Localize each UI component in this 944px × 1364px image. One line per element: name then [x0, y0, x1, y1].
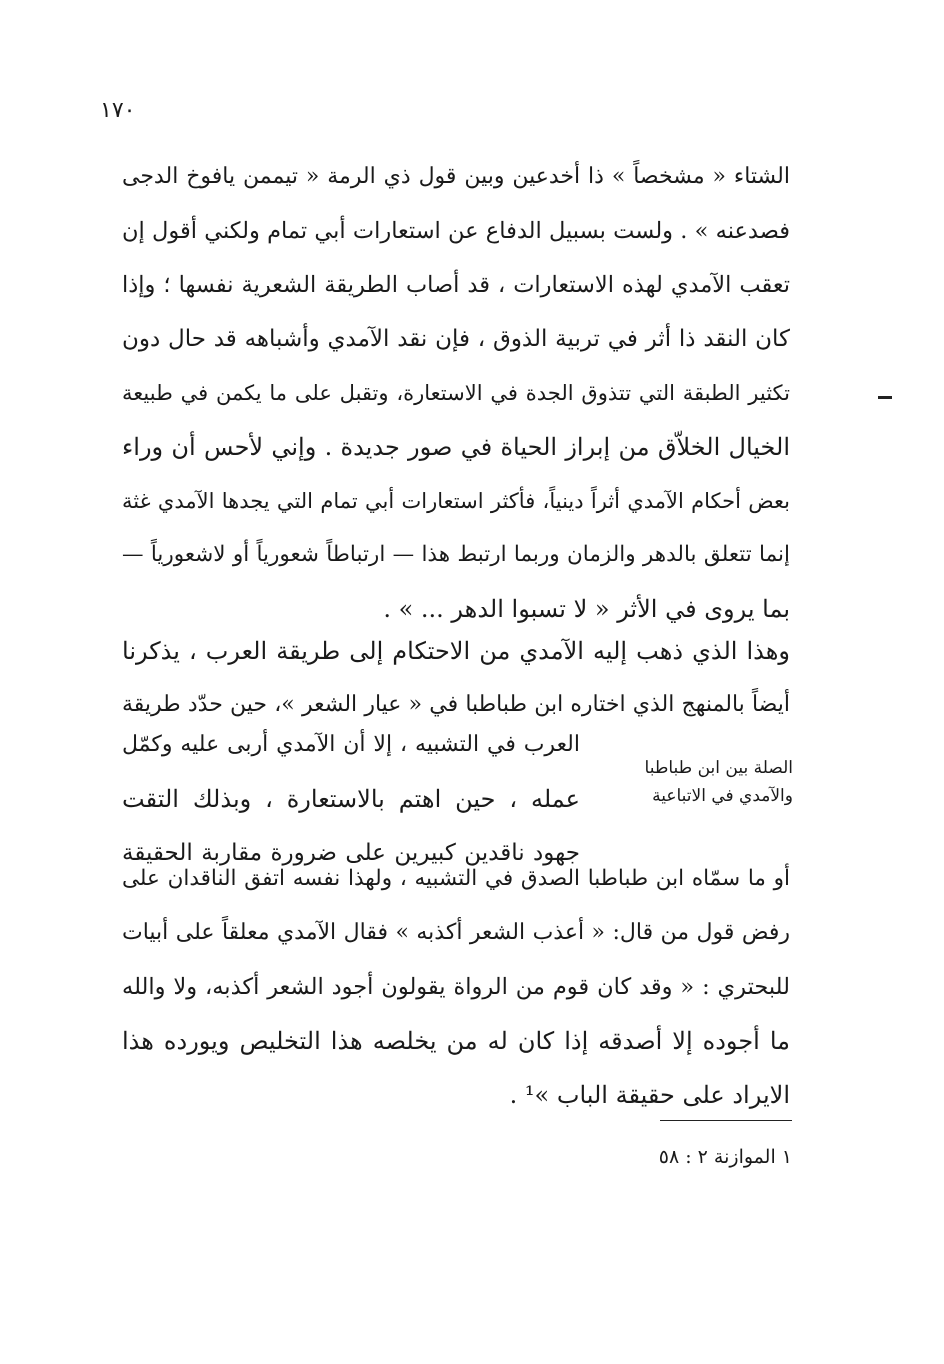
text-line: أيضاً بالمنهج الذي اختاره ابن طباطبا في « عيار الشعر »، حين حدّد طريقة [122, 692, 790, 717]
text-line: عمله ، حين اهتم بالاستعارة ، وبذلك التقت [122, 785, 580, 813]
paragraph-3 [122, 852, 790, 1122]
text-line: أو ما سمّاه ابن طباطبا الصدق في التشبيه ، ولهذا نفسه اتفق الناقدان على [122, 866, 790, 891]
text-line: للبحتري : « وقد كان قوم من الرواة يقولون أجود الشعر أكذبه، ولا والله [122, 974, 790, 1000]
paragraph-2 [122, 624, 790, 732]
text-line: وهذا الذي ذهب إليه الآمدي من الاحتكام إلى طريقة العرب ، يذكرنا [122, 637, 790, 665]
page-number: ١٧٠ [100, 98, 136, 123]
text-line: جهود ناقدين كبيرين على ضرورة مقاربة الحقيقة [122, 840, 580, 866]
margin-note-line: والآمدي في الاتباعية [652, 786, 793, 806]
footnote: ١ الموازنة ٢ : ٥٨ [658, 1146, 792, 1168]
text-line: فصدعنه » . ولست بسبيل الدفاع عن استعارات أبي تمام ولكني أقول إن [122, 218, 790, 244]
text-line: الايراد على حقيقة الباب »¹ . [509, 1081, 790, 1109]
text-line: الشتاء « مشخصاً » ذا أخدعين وبين قول ذي الرمة « تيممن يافوخ الدجى [122, 164, 790, 189]
text-line: تعقب الآمدي لهذه الاستعارات ، قد أصاب الطريقة الشعرية نفسها ؛ وإذا [122, 272, 790, 298]
text-line: إنما تتعلق بالدهر والزمان وربما ارتبط هذا — ارتباطاً شعورياً أو لاشعورياً — [122, 542, 790, 567]
text-line: رفض قول من قال: « أعذب الشعر أكذبه » فقال الآمدي معلقاً على أبيات [122, 920, 790, 945]
text-line: العرب في التشبيه ، إلا أن الآمدي أربى عليه وكمّل [122, 732, 580, 757]
text-line: بعض أحكام الآمدي أثراً دينياً، فأكثر استعارات أبي تمام التي يجدها الآمدي غثة [122, 489, 790, 513]
text-line: ما أجوده إلا أصدقه إذا كان له من يخلصه هذا التخليص ويورده هذا [122, 1027, 790, 1055]
footnote-divider [660, 1120, 792, 1121]
paragraph-1 [122, 150, 790, 636]
margin-mark [878, 396, 892, 399]
text-line: كان النقد ذا أثر في تربية الذوق ، فإن نقد الآمدي وأشباهه قد حال دون [122, 326, 790, 352]
margin-note-line: الصلة بين ابن طباطبا [644, 758, 793, 778]
text-line: الخيال الخلاّق من إبراز الحياة في صور جديدة . وإني لأحس أن وراء [122, 433, 790, 461]
text-line: تكثير الطبقة التي تتذوق الجدة في الاستعارة، وتقبل على ما يكمن في طبيعة [122, 381, 790, 405]
text-line: بما يروى في الأثر « لا تسبوا الدهر ... » . [383, 595, 790, 623]
margin-note [615, 754, 793, 810]
